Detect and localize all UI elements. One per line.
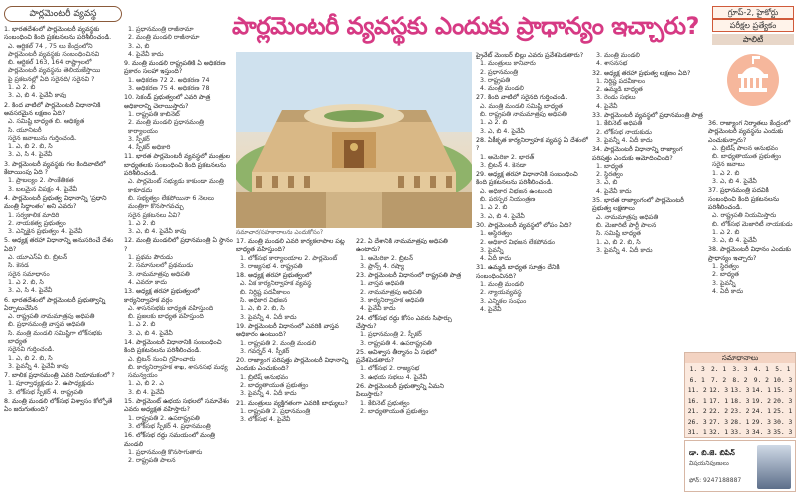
question-option: 3. లోక్‌సభ స్పీకర్ 4. రాష్ట్రపతి [8,388,83,396]
answer-cell: 5. 1 [775,366,791,373]
question-text: 30. పార్లమెంటరీ వ్యవస్థలో లోపం ఏది? [476,221,572,229]
question-option: 3. పైవన్నీ 4. ఏదీ కాదు [596,246,653,254]
question-text: 37. ప్రధానమంత్రి పదవికి సంబంధించి కింది ప్రకటనలను పరిశీలించండి. [708,187,780,211]
question-option: 3. ఎ, బి 4. పైవేవీ [128,329,173,337]
question-item [356,349,472,382]
question-option: 4. ఏదీ కాదు [712,287,744,295]
question-option: 1. వాస్తవ అధిపతి [360,280,405,288]
question-item [236,238,354,271]
question-option: 1. స్థిరత్వం [712,263,739,271]
answer-cell: 32. 1 [709,429,729,436]
question-option: ఎ. మంత్రి మండలి సమిష్టి బాధ్యత [480,102,563,110]
question-option: బి. బాధ్యతాయుత ప్రభుత్వం [712,153,782,161]
question-option: 3. ఎన్నికల సంఘం [480,297,527,305]
answer-cell: 19. 2 [751,397,771,405]
question-option: ఎ. ఏక కార్యనిర్వాహక వ్యవస్థ [240,280,312,288]
question-text: 29. అధ్యక్ష తరహా విధానానికి సంబంధించి కింది ప్రకటనలను పరిశీలించండి. [476,171,578,187]
question-text: 6. భారతదేశంలో పార్లమెంటరీ ప్రభుత్వాన్ని ఏర్పాటుచేసిన [4,296,106,312]
question-item [476,137,588,170]
question-item [4,372,120,397]
question-option: 1. ఎ 2. బి [712,169,740,177]
question-option: సి. కెనడ [8,262,29,270]
question-option: బి. ప్రజలకు బాధ్యత వహిస్తుంది [128,313,204,321]
question-option: 2. మంత్రి మండలి ప్రధానమంత్రి కార్యాలయం [128,119,204,135]
question-text: 3. పార్లమెంటరీ వ్యవస్థకు గల కిందివాటిలో కేటాయింపు ఏది ? [4,160,106,177]
question-option: 1. ప్రాబల్యం 2. సాంకేతికత [8,177,74,185]
question-option: 3. రాజ్యసభ 4. రాష్ట్రపతి [240,262,303,270]
question-column-3 [236,238,354,426]
question-option: పై ప్రకటనల్లో ఏది సరైనది/ సరైనవి ? [8,75,95,83]
question-option: 3. బలమైన విపక్షం 4. పైవేవీ [8,185,78,193]
answer-cell: 29. 3 [751,418,771,426]
author-box [684,440,796,492]
question-option: 1. లోక్‌సభ 2. రాజ్యసభ [360,365,420,373]
question-option: 1. అమెరికా 2. బ్రిటన్ [360,254,414,262]
question-option: 4. పైవేవీ కాదు [360,305,396,313]
answer-cell: 26. 3 [687,418,707,426]
answer-cell: 34. 3 [751,429,771,436]
question-column-4 [356,238,472,417]
question-option: 1. ఎ, బి 2. బి, సి [8,143,53,151]
answer-cell: 14. 1 [751,387,771,394]
page-title: పార్లమెంటరీ వ్యవస్థకు ఎందుకు ప్రాధాన్యం ఇచ్చారు? [232,12,699,40]
question-option: 3. పైవన్నీ 4. పైవేవీ కావు [8,362,69,370]
question-option: 4. స్పీకర్ అధికారి [128,144,171,152]
question-option: 3. పైవన్నీ 4. ఏదీ కాదు [240,313,297,321]
question-text: 38. పార్లమెంటరీ విధానం ఎందుకు ప్రాధాన్యం ఇచ్చారు? [708,246,791,262]
question-item [124,26,234,59]
question-option: 1. అధికరణ 72 2. అధికరణ 74 [128,76,210,84]
topic-label: పాలిటీ [712,34,794,45]
question-option: 3. బి 4. పైవేవీ [128,388,165,396]
question-option: సి. సమిష్టి బాధ్యత [596,230,641,238]
question-option: 3. ఉభయ సభలు 4. పైవేవీ [360,373,428,381]
answer-cell: 13. 3 [730,387,750,394]
question-option: 3. ఎ, బి 4. పైవేవీ కావు [128,228,187,236]
question-text: 31. ఉమ్మడి బాధ్యత సూత్రం దేనికి సంబంధించినది? [476,264,560,280]
question-option: 1. అమెరికా 2. భారత్ [480,153,535,161]
question-option: 3. ఎన్నికైన ప్రభుత్వం 4. పైవేవీ [8,228,83,236]
question-option: సరైన జవాబును గుర్తించండి. [8,134,77,142]
question-option: 1. రాష్ట్రపతి 2. మంత్రి మండలి [240,339,317,347]
question-item [592,112,704,145]
question-option: 1. ఎ 2. బి [128,321,156,329]
question-option: 3. మంత్రి మండలి [596,52,640,59]
question-option: 1. ఎ, బి 2. ఎ [128,380,164,388]
question-column-6 [592,52,704,256]
question-option: 3. గవర్నర్ 4. స్పీకర్ [240,347,290,355]
question-option: ఎ. రాష్ట్రపతి నియమిస్తారు [712,212,777,220]
question-option: 3. ఎ, సి 4. పైవేవీ [8,151,53,159]
question-option: 1. లోక్‌సభ కార్యాలయాల 2. పార్లమెంట్ [240,254,338,262]
question-option: 2. బాధ్యతాయుత ప్రభుత్వం [240,382,309,390]
question-item [356,315,472,348]
question-text: 1. భారతదేశంలో పార్లమెంటరీ వ్యవస్థకు సంబంధించి కింది ప్రకటనలను పరిశీలించండి. [4,26,112,42]
question-option: 4. శాసనసభ [596,60,628,68]
question-item [236,357,354,398]
question-option: 1. ప్రధానమంత్రి 2. స్పీకర్ [360,331,422,339]
question-text: ప్రైవేట్ మెంబర్ బిల్లు ఎవరు ప్రవేశపెడతారు? [476,52,584,59]
question-option: 1. బ్రిటిష్ అనుభవం [240,373,289,381]
question-option: 1. మంత్రి మండలి [480,281,524,289]
question-item [4,398,120,415]
question-text: 26. పార్లమెంటరీ ప్రభుత్వాన్ని ఏమని పిలుస్తారు? [356,383,444,399]
question-option: 1. ప్రధానమంత్రి కొనసాగుతారు [128,448,203,456]
answer-cell: 15. 3 [773,387,793,394]
question-option: 4. ఎవరూ కాదు [128,278,167,286]
question-column-7 [708,120,796,297]
question-item [708,120,796,186]
question-option: 1. ఎ, బి 2. బి, సి [240,305,285,313]
question-text: 13. అధ్యక్ష తరహా ప్రభుత్వంలో కార్యనిర్వాహక వర్గం [124,288,200,304]
answer-cell: 33. 3 [730,429,750,436]
answers-title: సమాధానాలు [685,353,795,363]
question-option: 4. పైవేవీ కాదు [596,187,632,195]
question-option: సి. అధికార విభజన [240,297,288,305]
topic-line-2: పరీక్షల ప్రత్యేకం [712,19,794,32]
question-text: 35. భారత రాజ్యాంగంలో పార్లమెంటరీ ప్రభుత్వ లక్షణాలు [592,197,684,213]
question-text: 25. అవిశ్వాస తీర్మానం ఏ సభలో ప్రవేశపెడతారు? [356,348,437,365]
title-bar [232,4,699,48]
question-option: బి. ప్రధానమంత్రి వాస్తవ అధిపతి [8,321,86,329]
question-item [476,171,588,221]
answer-cell: 6. 1 [689,376,705,384]
question-option: ఎ. పార్లమెంట్ సభ్యుడు కాకుండా మంత్రి కాకూడదు [128,178,224,194]
answer-cell: 12. 3 [709,387,729,394]
answer-cell: 30. 3 [773,418,793,426]
question-option: బి. నిర్దిష్ట పదవీకాలం [240,288,291,296]
question-option: 2. నామమాత్రపు అధిపతి [360,288,422,296]
question-text: 21. మంత్రులు వ్యక్తిగతంగా ఎవరికి బాధ్యులు? [236,399,348,407]
question-item [592,146,704,196]
question-option: 2. న్యాయవ్యవస్థ [480,289,522,297]
answer-cell: 10. 3 [773,376,793,384]
question-option: 2. రాష్ట్రపతి పాలన [128,457,176,465]
question-text: 34. పార్లమెంటరీ విధానాన్ని రాజ్యాంగ పరిషత్తు ఎందుకు ఆమోదించింది? [592,146,683,162]
question-option: 1. మంత్రులు కానివారు [480,60,536,68]
question-option: 3. పైవన్నీ 4. ఏదీ కాదు [240,390,297,398]
answer-cell: 2. 1 [711,366,727,373]
question-option: 4. మంత్రి మండలి [480,85,524,93]
question-option: 3. బ్రిటన్ 4. కెనడా [480,161,527,169]
answer-cell: 7. 2 [711,376,727,384]
question-option: బి. రాష్ట్రపతి నామమాత్రపు అధిపతి [480,111,567,119]
question-item [236,323,354,356]
question-option: 3. రెండు సభలు [596,94,636,102]
answer-cell: 24. 1 [751,408,771,415]
question-option: 2. లోక్‌సభ నాయకుడు [596,128,652,136]
answer-cell: 35. 3 [773,429,793,436]
question-option: 1. ప్రథమ పౌరుడు [128,254,173,262]
parliament-illustration [236,52,472,228]
topic-line-1: గ్రూప్-2, హైకోర్టు [712,6,794,19]
question-item [476,222,588,263]
question-text: 15. పార్లమెంట్ ఉభయ సభలలో సమావేశం ఎవరు అధ్యక్షత వహిస్తారు? [124,398,230,414]
question-option: ఎ. ఆర్టికల్ 74 , 75 లు కేంద్రంలోని పార్లమెంటరీ వ్యవస్థకు సంబంధించినవి [8,42,100,58]
author-role: విషయనిపుణులు [689,460,729,467]
question-option: 1. ఎ 2. బి [8,84,36,92]
question-option: 1. రాష్ట్రపతి కాబినెట్ [128,110,180,118]
question-option: 1. బాధ్యత [596,162,623,170]
question-option: 3. అధికరణ 75 4. అధికరణ 78 [128,85,210,93]
question-text: 36. రాజ్యాంగ నిర్మాతలు కేంద్రంలో పార్లమెంటరీ వ్యవస్థను ఎందుకు ఎంచుకున్నారు? [708,120,791,144]
question-item [356,383,472,416]
question-text: 16. లోక్‌సభ రద్దు సమయంలో మంత్రి మండలి [124,432,215,448]
photo-caption: సమాచార/సహకారాలను ఎందుకోసం? [236,229,324,236]
question-option: బి. కార్యనిర్వాహక శాఖ, శాసనసభ మధ్య సమన్వయం [128,363,228,380]
question-item [124,237,234,287]
answer-cell: 22. 2 [709,408,729,415]
question-item [592,52,704,69]
question-option: 3. స్పీకర్ [128,135,150,143]
question-option: బి. సభ్యత్వం లేకపోయినా 6 నెలలు మంత్రిగా కొనసాగవచ్చు [128,194,214,211]
question-option: 2. ప్రధానమంత్రి [480,68,519,76]
question-option: 4. పైవేవీ [596,102,618,110]
question-item [124,60,234,93]
question-option: 3. ఫ్రాన్స్ 4. రష్యా [360,262,405,270]
question-text: 22. ఏ దేశానికి నామమాత్రపు అధిపతి ఉంటారు? [356,238,448,254]
parliament-photo [236,52,472,228]
question-item [4,195,120,236]
question-option: ఎ. బ్రిటిష్ పాలన అనుభవం [712,144,779,152]
author-name: డా. బి.జె. బిపిన్ [689,449,735,457]
question-text: 12. మంత్రి మండలిలో ప్రధానమంత్రి ఏ స్థానం ? [124,237,233,253]
question-text: 23. పార్లమెంటరీ విధానంలో రాష్ట్రపతి పాత్ర [356,272,462,280]
question-text: 19. పార్లమెంటరీ విధానంలో ఎవరికి వాస్తవ అధికారం ఉంటుంది? [236,322,339,339]
answer-cell: 16. 1 [687,397,707,405]
question-item [356,238,472,271]
answer-cell: 31. 1 [687,429,707,436]
question-column-5 [476,52,588,315]
question-option: 1. రాష్ట్రపతి 2. ప్రధానమంత్రి [240,407,311,415]
question-text: 14. పార్లమెంటరీ విధానానికి సంబంధించి కింది ప్రకటనలను పరిశీలించండి. [124,338,222,355]
question-text: 5. అధ్యక్ష తరహా విధానాన్ని అనుసరించే దేశం ఏది? [4,237,114,253]
question-option: ఎ. యూఎస్ఏ బి. బ్రిటన్ [8,254,68,262]
question-item [124,339,234,397]
question-item [476,52,588,93]
question-option: 1. ఎ 2. బి [480,204,508,212]
question-option: 1. ఎ 2. బి [480,119,508,127]
question-option: 3. పైవన్నీ 4. ఏదీ కాదు [596,136,653,144]
question-item [592,197,704,255]
question-option: సరైన జవాబు [712,161,745,169]
question-item [124,288,234,338]
question-text: 27. కింది వాటిలో సరైనది గుర్తించండి. [476,94,568,102]
question-option: 1. ఎ 2. బి [128,219,156,227]
question-item [124,94,234,152]
question-option: 4. పైవేవీ కాదు [128,50,164,58]
question-text: 11. భారత పార్లమెంటరీ వ్యవస్థలో మంత్రుల బాధ్యతలకు సంబంధించి కింది ప్రకటనలను పరిశీలించండి. [124,153,231,178]
answer-cell: 11. 2 [687,387,707,394]
question-item [4,26,120,101]
question-option: ఎ. అధికార విభజన ఉంటుంది [480,187,553,195]
question-option: 3. ఎ, బి 4. పైవేవీ [480,127,525,135]
question-text: 33. పార్లమెంటరీ వ్యవస్థలో ప్రధానమంత్రి పాత్ర [592,112,703,120]
question-option: బి. మెజారిటీ పార్టీ పాలన [596,221,657,229]
question-item [476,264,588,314]
question-option: 3. ఎ, బి 4. పైవేవీ [480,212,525,220]
question-option: సి. మంత్రి మండలి సమిష్టిగా లోక్‌సభకు బాధ్యత [8,329,103,345]
question-option: 3. ఎ, బి 4. పైవేవీ కావు [8,92,67,100]
parliament-icon [712,40,794,116]
question-option: 2. ఉమ్మడి బాధ్యత [596,86,643,94]
question-text: 24. లోక్‌సభ రద్దు కోసం ఎవరు సిఫార్సు చేస్తారు? [356,314,452,330]
question-option: 1. ఎ, బి 2. బి, సి [8,354,53,362]
answer-cell: 23. 2 [730,408,750,415]
question-option: 1. రాష్ట్రపతి 2. ఉపరాష్ట్రపతి [128,414,200,422]
question-item [4,297,120,372]
question-option: ఎ. రాష్ట్రపతి నామమాత్రపు అధిపతి [8,313,95,321]
question-item [4,161,120,194]
question-option: 2. అధికార విభజన లేకపోవడం [480,238,556,246]
answer-cell: 8. 2 [732,376,748,384]
question-item [476,94,588,135]
question-option: 1. కేబినెట్ అధిపతి [596,120,643,128]
question-option: 1. సర్వకాలిక మాదిరి [8,211,60,219]
question-option: 2. మంత్రి మండలి రాజీనామా [128,34,200,42]
question-text: 10. సెకండ్ ప్రభుత్వంలో ఎవరి పాత్ర అధికారాన్ని చెలాయిస్తారు? [124,94,211,110]
question-option: 1. నిర్దిష్ట పదవీకాలం [596,77,646,85]
answers-box [684,352,796,438]
question-option: 3. ఎ, బి 4. పైవేవీ [712,237,757,245]
question-option: ఎ. నామమాత్రపు అధిపతి [596,213,659,221]
answer-cell: 21. 2 [687,408,707,415]
question-text: 32. అధ్యక్ష తరహా ప్రభుత్వ లక్షణం ఏది? [592,69,691,77]
question-option: 2. సమానులలో ప్రథముడు [128,262,194,270]
question-option: సరైనవి గుర్తించండి. [8,346,55,354]
question-option: 3. లోక్‌సభ 4. పైవేవీ [240,416,291,424]
question-option: 3. ఎ, బి [596,179,618,187]
question-option: బి. లోక్‌సభ మెజారిటీ నాయకుడు [712,220,793,228]
answer-cell: 20. 3 [773,397,793,405]
answer-cell: 28. 1 [730,418,750,426]
question-item [356,272,472,313]
question-item [4,237,120,295]
question-text: 7. బాలిక ప్రధానమంత్రి ఎవరి నియామకంలో ? [4,372,115,380]
answer-cell: 17. 1 [709,397,729,405]
question-item [124,432,234,465]
question-option: 3. రాష్ట్రపతి [480,76,511,84]
author-phone: ఫోన్: 9247188887 [689,477,742,484]
question-text: 20. రాజ్యాంగ పరిషత్తు పార్లమెంటరీ విధానాన్ని ఎందుకు ఎంచుకుంది? [236,357,349,373]
question-option: 3. నామమాత్రపు అధిపతి [128,270,190,278]
question-option: సరైన సమాధానం [8,270,50,278]
question-item [236,272,354,322]
question-column-2 [124,26,234,466]
question-option: 1. అస్థిరత్వం [480,230,513,238]
question-option: 1. ఎ, బి 2. బి, సి [596,238,641,246]
answer-cell: 9. 2 [753,376,769,384]
question-text: 18. అధ్యక్ష తరహా ప్రభుత్వంలో [236,272,312,280]
question-option: 2. నాయకత్వ ప్రభుత్వం [8,219,66,227]
question-option: 1. ఎ 2. బి, సి [8,278,44,286]
question-option: 1. ఎ 2. బి [712,228,740,236]
answers-grid [685,363,795,440]
question-option: 3. పైవన్నీ [480,246,504,254]
question-option: 3. పైవన్నీ [712,279,736,287]
question-option: బి. పరస్పర నియంత్రణ [480,196,536,204]
question-item [124,398,234,431]
question-option: ఎ. శాసనసభకు బాధ్యత వహిస్తుంది [128,304,214,312]
question-option: 3. ఎ, బి 4. పైవేవీ [712,178,757,186]
question-option: 4. పైవేవీ [480,305,502,313]
question-option: 2. బాధ్యత [712,271,739,279]
answer-cell: 4. 1 [753,366,769,373]
question-option: 2. స్థిరత్వం [596,171,623,179]
answer-cell: 18. 3 [730,397,750,405]
answer-cell: 1. 3 [689,366,705,373]
section-tag: పార్లమెంటరీ వ్యవస్థ [4,6,122,22]
question-text: 9. మంత్రి మండలి రాష్ట్రపతికి ఏ అధికరణ ప్రకారం సలహా ఇస్తుంది? [124,60,226,76]
question-text: 8. మంత్రి మండలి లోక్‌సభ విశ్వాసం కోల్పోతే ఏం జరుగుతుంది? [4,398,113,414]
author-photo [757,445,791,489]
question-option: 3. ఎ, సి 4. పైవేవీ [8,287,53,295]
question-text: 4. పార్లమెంటరీ ప్రభుత్వ విధానాన్ని 'ప్రధాని మంత్రి సిద్ధాంతం' అని ఎవరు? [4,194,107,211]
question-item [708,246,796,296]
question-column-1 [4,26,120,416]
question-option: ఎ. సమిష్టి బాధ్యత బి. ఆధిక్యత [8,118,85,126]
question-text: 17. మంత్రి మండలి ఎవరి కార్యకలాపాల పట్ల బాధ్యత వహిస్తుంది? [236,238,345,254]
question-option: 3. ఎ, బి [128,42,150,50]
question-option: 3. కార్యనిర్వాహక అధిపతి [360,297,425,305]
question-item [592,70,704,111]
question-option: 2. బాధ్యతాయుత ప్రభుత్వం [360,407,429,415]
question-option: 3. లోక్‌సభ స్పీకర్ 4. ప్రధానమంత్రి [128,422,211,430]
question-text: 28. ఏకీకృత కార్యనిర్వాహక వ్యవస్థ ఏ దేశంలో ? [476,136,588,153]
question-option: బి. ఆర్టికల్ 163, 164 రాష్ట్రాలలో పార్లమెంటరీ వ్యవస్థను తెలియజేస్తాయి [8,59,101,75]
question-item [124,153,234,236]
question-item [236,400,354,425]
question-option: సి. యూనిటరీ [8,126,42,134]
answer-cell: 25. 1 [773,408,793,415]
question-item [708,187,796,245]
question-option: 1. ప్రధానమంత్రి రాజీనామా [128,26,194,33]
question-option: ఎ. బ్రిటన్ నుంచి గ్రహించారు [128,355,196,363]
question-option: సరైన ప్రకటనలు ఏవి? [128,211,181,219]
question-option: 1. కేబినెట్ ప్రభుత్వం [360,399,410,407]
question-text: 2. కింద వాటిలో పార్లమెంటరీ విధానానికి అవసరమైన లక్షణం ఏది? [4,101,101,117]
question-option: 3. రాష్ట్రపతి 4. ఉపరాష్ట్రపతి [360,339,432,347]
answer-cell: 3. 3 [732,366,748,373]
question-option: 4. ఏదీ కాదు [480,255,512,263]
question-option: 1. పూర్వాధ్యక్షుడు 2. ఉపాధ్యక్షుడు [8,380,94,388]
answer-cell: 27. 3 [709,418,729,426]
question-item [4,102,120,160]
